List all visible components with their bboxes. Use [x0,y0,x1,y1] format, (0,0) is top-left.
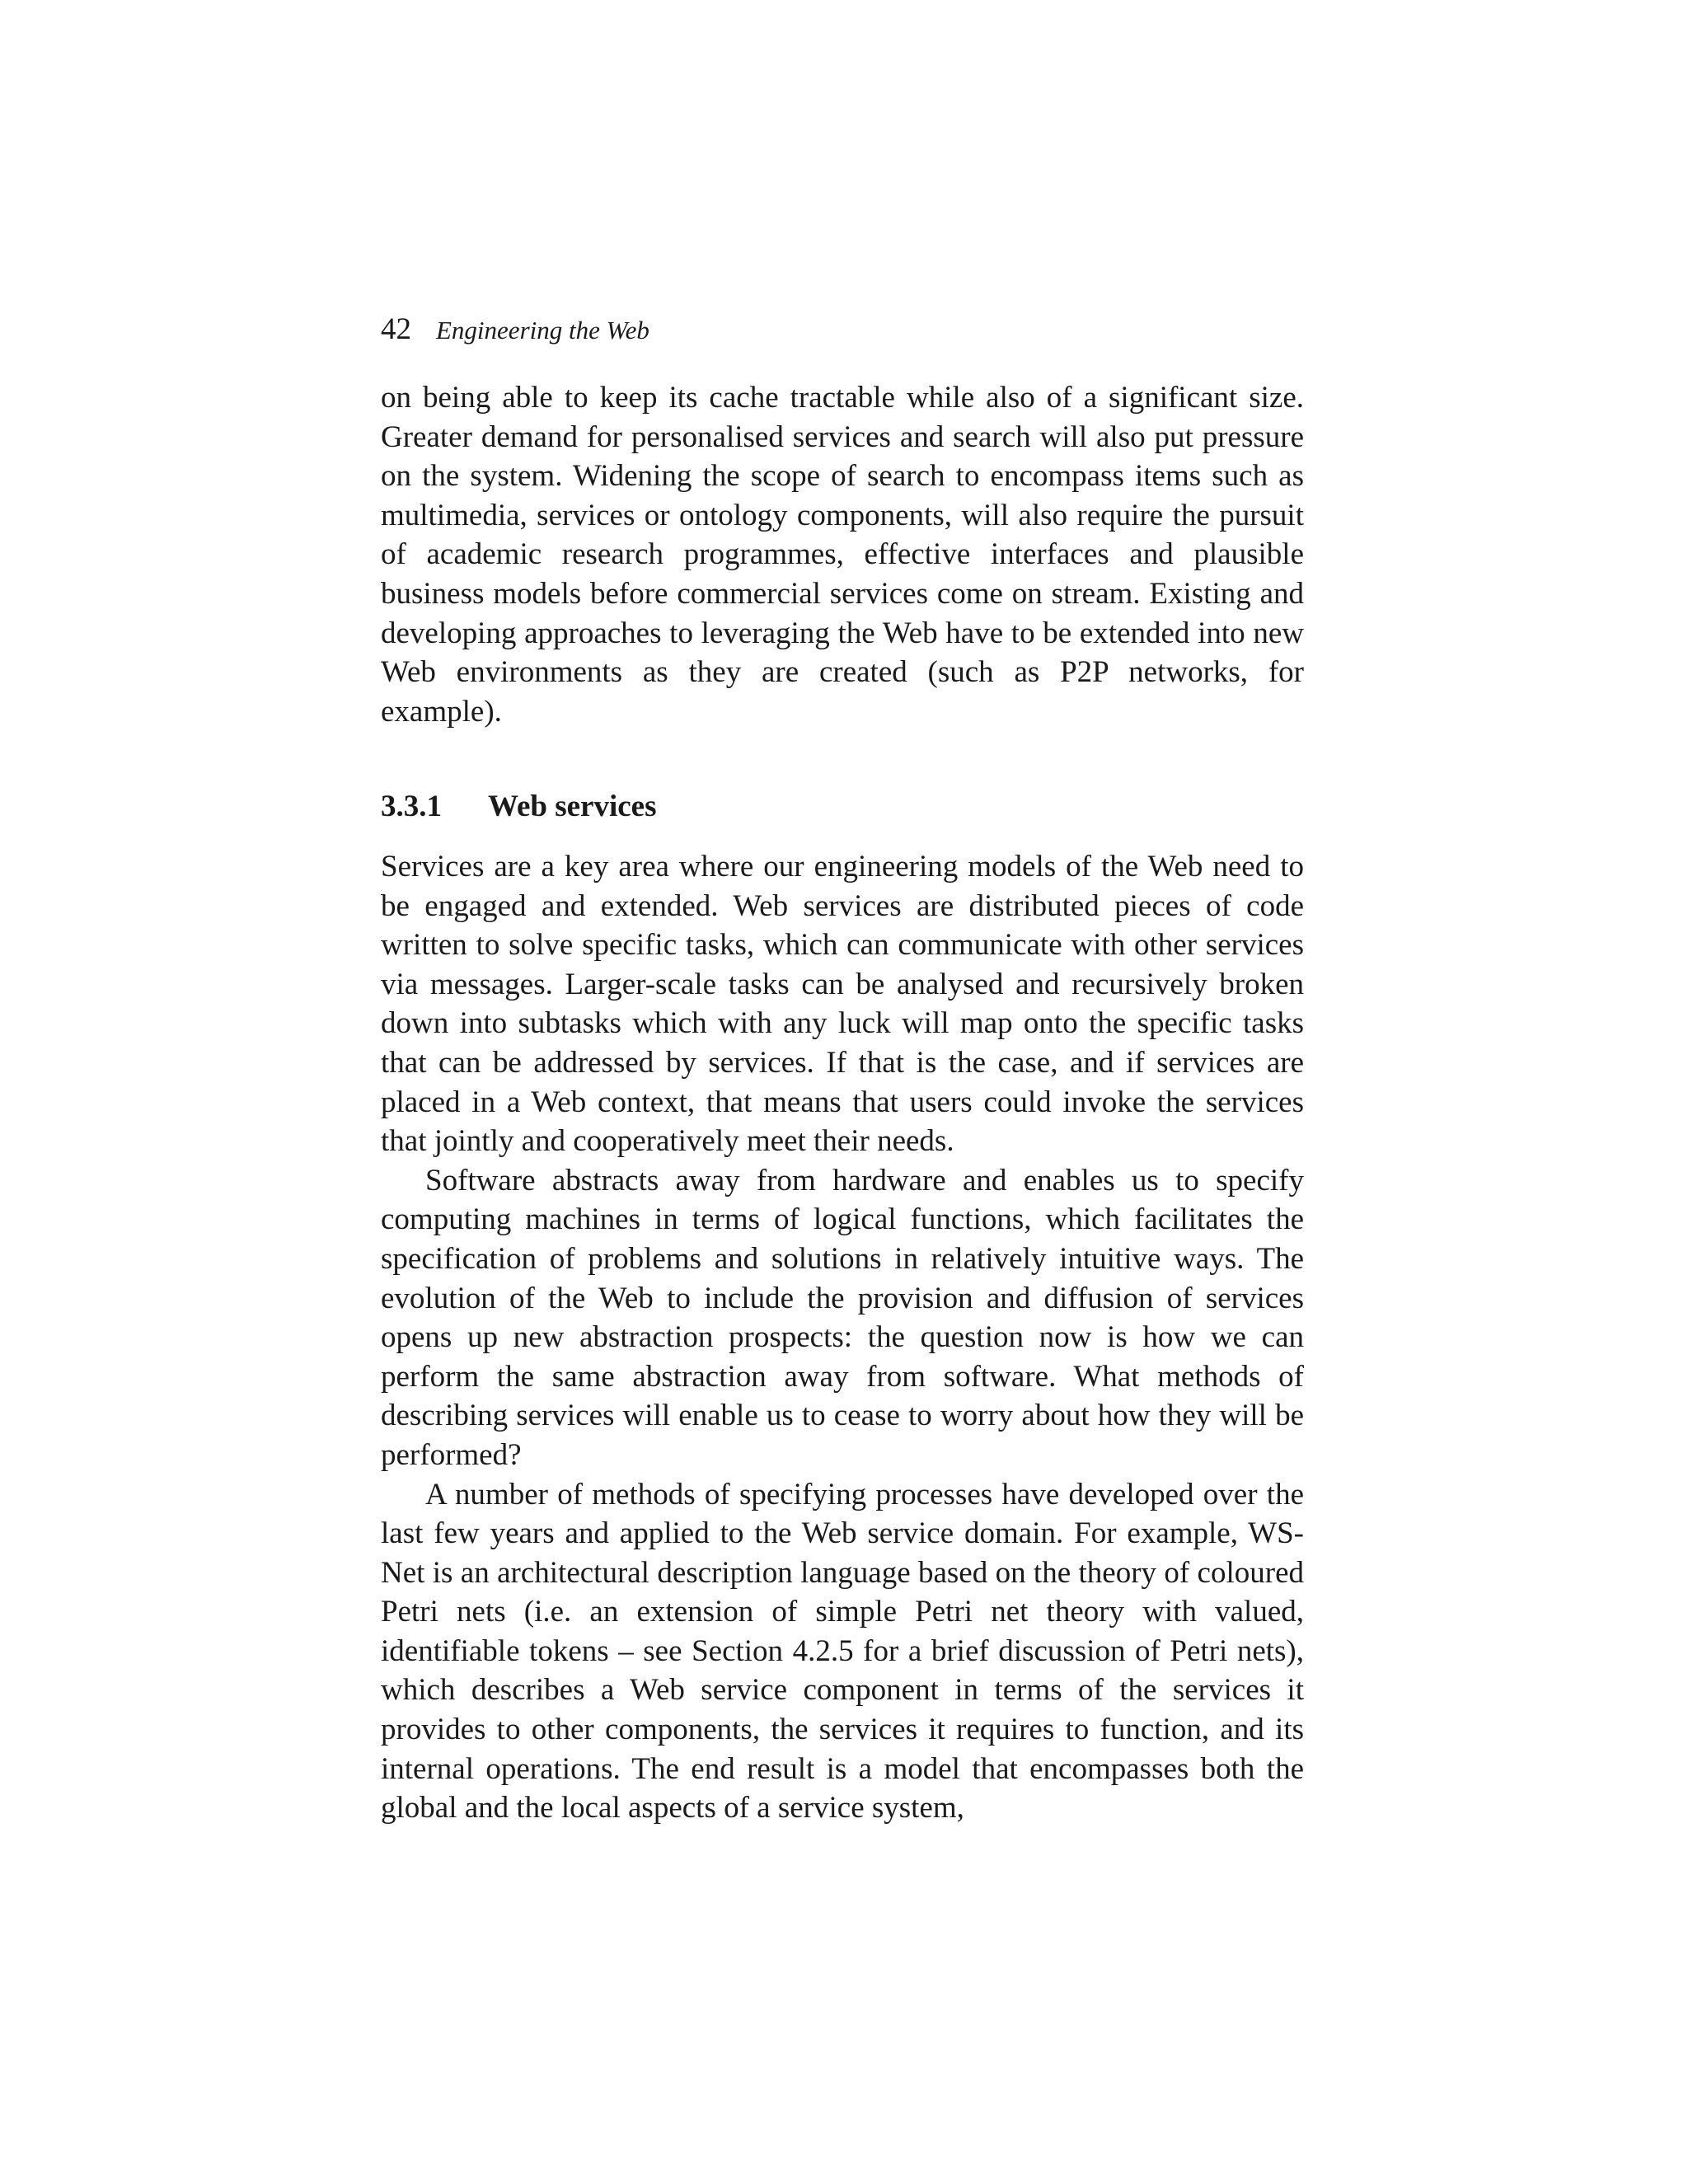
section-heading [381,789,656,835]
page-number: 42 [381,312,411,346]
book-title: Engineering the Web [436,316,649,344]
intro-text [381,378,1304,731]
running-head [381,312,1304,358]
body-paragraph: Software abstracts away from hardware and enables us to specify computing machines in terms of logical functions, which facilitates the specification of problems and solutions in relatively intuitive ways. The evolution of the Web to include the provision and diffusion of services opens up new abstraction prospects: the question now is how we can perform the same abstraction away from software. What methods of describing services will enable us to cease to worry about how they will be performed? [381,1163,1304,1472]
intro-paragraph: on being able to keep its cache tractable while also of a significant size. Greater demand for personalised services and search will also put pressure on the system. Widening the scope of search to encompass items such as multimedia, services or ontology components, will also require the pursuit of academic research programmes, effective interfaces and plausible business models before commercial services come on stream. Existing and developing approaches to leveraging the Web have to be extended into new Web environments as they are created (such as P2P networks, for example). [381,381,1304,729]
section-title: Web services [488,790,657,823]
body-paragraph: A number of methods of specifying processes have developed over the last few years and applied to the Web service domain. For example, WS-Net is an architectural description language based on the theory of coloured Petri nets (i.e. an extension of simple Petri net theory with valued, identifiable tokens – see Section 4.2.5 for a brief discussion of Petri nets), which describes a Web service component in terms of the services it provides to other components, the services it requires to function, and its internal operations. The end result is a model that encompasses both the global and the local aspects of a service system, [381,1477,1304,1825]
section-number: 3.3.1 [381,790,442,823]
body-paragraph: Services are a key area where our engineering models of the Web need to be engaged and extended. Web services are distributed pieces of code written to solve specific tasks, which can communicate with other services via messages. Larger-scale tasks can be analysed and recursively broken down into subtasks which with any luck will map onto the specific tasks that can be addressed by services. If that is the case, and if services are placed in a Web context, that means that users could invoke the services that jointly and cooperatively meet their needs. [381,850,1304,1159]
section-body [381,847,1304,1828]
